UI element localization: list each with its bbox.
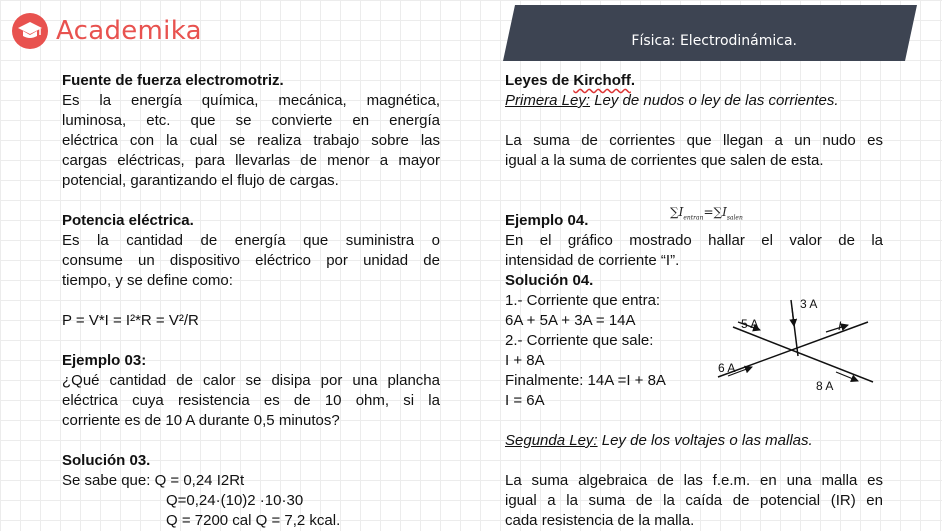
kirchoff-title: Leyes de Kirchoff. <box>505 72 636 89</box>
kirchoff-node-diagram <box>708 292 878 402</box>
example-03-title: Ejemplo 03: <box>62 352 147 369</box>
example-04-title: Ejemplo 04. <box>505 212 589 229</box>
text-line: consume un dispositivo eléctrico por unidad de <box>62 252 440 269</box>
text-line: igual a la suma de corrientes que salen de esta. <box>505 152 824 169</box>
text-line: cada resistencia de la malla. <box>505 512 695 529</box>
text-line: Es la energía química, mecánica, magnética, <box>62 92 440 109</box>
second-law: Segunda Ley: Ley de los voltajes o las mallas. <box>505 432 813 449</box>
academika-logo[interactable] <box>12 12 202 50</box>
arrow-8a <box>836 372 858 381</box>
label-i: I <box>838 319 842 333</box>
text-line: La suma de corrientes que llegan a un nudo es <box>505 132 883 149</box>
label-5a: 5 A <box>741 317 759 331</box>
solution-line: 2.- Corriente que sale: <box>505 332 654 349</box>
page-title: Física: Electrodinámica. <box>631 33 797 49</box>
header-banner <box>503 5 917 61</box>
text-line: igual a la suma de la caída de potencial (IR) en <box>505 492 883 509</box>
solution-03-title: Solución 03. <box>62 452 151 469</box>
section-title-potencia: Potencia eléctrica. <box>62 212 194 229</box>
label-3a: 3 A <box>800 297 818 311</box>
text-line: potencial, garantizando el flujo de cargas. <box>62 172 339 189</box>
text-line: En el gráfico mostrado hallar el valor de la <box>505 232 883 249</box>
text-line: La suma algebraica de las f.e.m. en una malla es <box>505 472 883 489</box>
text-line: intensidad de corriente “I”. <box>505 252 680 269</box>
text-line: luminosa, etc. que se convierte en energía <box>62 112 440 129</box>
solution-04-title: Solución 04. <box>505 272 594 289</box>
kirchoff-current-formula: $\sum I_{entran}=\sum I_{salen}$ <box>670 205 743 222</box>
text-line: tiempo, y se define como: <box>62 272 233 289</box>
solution-line: Se sabe que: Q = 0,24 I2Rt <box>62 472 245 489</box>
text-line: cargas eléctricas, para llevarlas de menor a mayor <box>62 152 440 169</box>
section-title-fem: Fuente de fuerza electromotriz. <box>62 72 284 89</box>
graduation-cap-icon <box>12 13 48 49</box>
first-law: Primera Ley: Ley de nudos o ley de las corrientes. <box>505 92 839 109</box>
text-line: corriente es de 10 A durante 0,5 minutos? <box>62 412 340 429</box>
solution-line: I = 6A <box>505 392 545 409</box>
solution-line: Q=0,24·(10)2 ·10·30 <box>166 492 304 509</box>
label-6a: 6 A <box>718 361 736 375</box>
text-line: ¿Qué cantidad de calor se disipa por una plancha <box>62 372 440 389</box>
solution-line: 1.- Corriente que entra: <box>505 292 661 309</box>
text-line: Es la cantidad de energía que suministra o <box>62 232 440 249</box>
logo-text: Academika <box>56 16 202 46</box>
wire-line <box>733 327 873 382</box>
solution-line: 6A + 5A + 3A = 14A <box>505 312 636 329</box>
label-8a: 8 A <box>816 379 834 393</box>
left-column <box>62 71 440 531</box>
power-formula: P = V*I = I²*R = V²/R <box>62 312 199 329</box>
solution-line: Finalmente: 14A =I + 8A <box>505 372 666 389</box>
solution-line: Q = 7200 cal Q = 7,2 kcal. <box>166 512 341 529</box>
text-line: eléctrica cuya resistencia es de 10 ohm, si la <box>62 392 440 409</box>
text-line: eléctrica con la cual se realiza trabajo sobre las <box>62 132 440 149</box>
solution-line: I + 8A <box>505 352 545 369</box>
